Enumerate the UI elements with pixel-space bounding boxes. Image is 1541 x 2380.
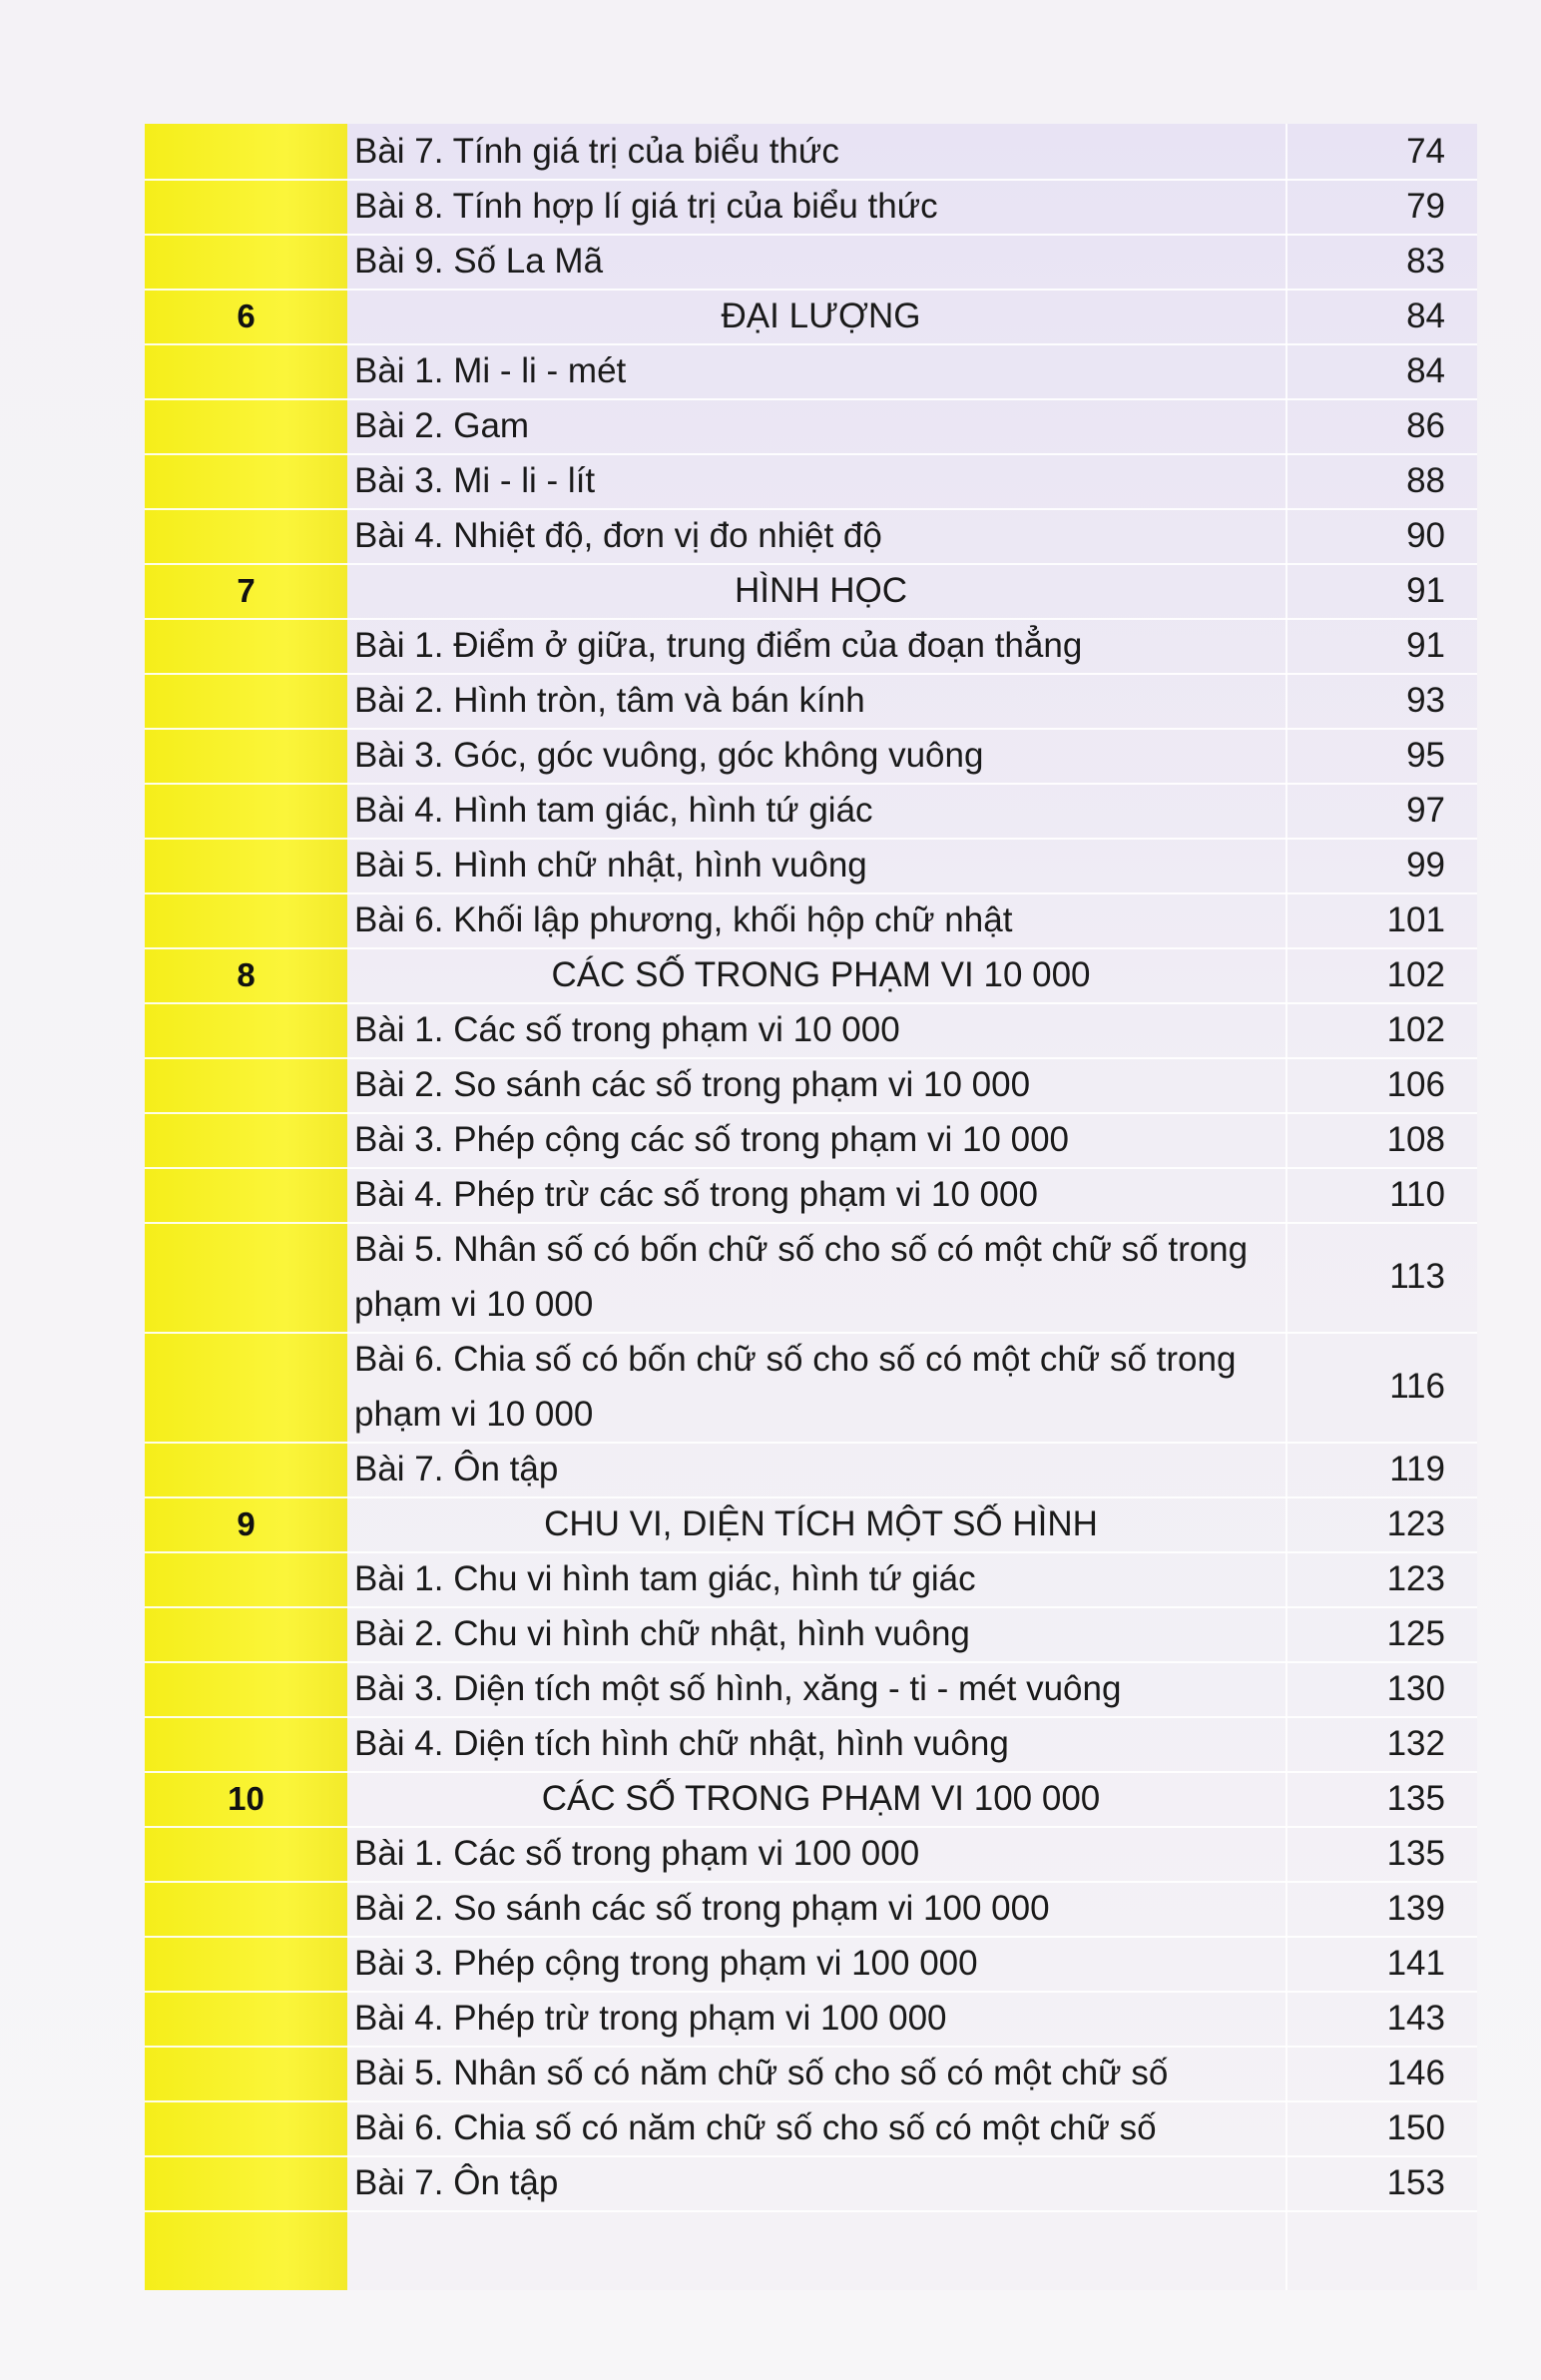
page-number: 135 bbox=[1386, 1778, 1445, 1818]
lesson-title: Bài 3. Phép cộng các số trong phạm vi 10 000 bbox=[354, 1120, 1070, 1159]
lesson-title: Bài 1. Mi - li - mét bbox=[354, 351, 627, 390]
page-number: 123 bbox=[1386, 1558, 1445, 1598]
page-number: 110 bbox=[1389, 1174, 1445, 1214]
toc-lesson-row bbox=[145, 2100, 1477, 2157]
toc-lesson-row bbox=[145, 1991, 1477, 2048]
toc-lesson-row bbox=[145, 1551, 1477, 1608]
chapter-number bbox=[145, 1716, 347, 1771]
page-number: 141 bbox=[1386, 1943, 1445, 1983]
toc-lesson-row bbox=[145, 179, 1477, 236]
chapter-number bbox=[145, 179, 347, 234]
chapter-number bbox=[145, 2046, 347, 2100]
lesson-title: Bài 1. Các số trong phạm vi 10 000 bbox=[354, 1010, 900, 1049]
lesson-title: Bài 2. So sánh các số trong phạm vi 100 000 bbox=[354, 1889, 1050, 1928]
chapter-number bbox=[145, 1826, 347, 1881]
lesson-title: Bài 7. Tính giá trị của biểu thức bbox=[354, 132, 839, 171]
lesson-title: Bài 5. Nhân số có bốn chữ số cho số có một chữ số trong phạm vi 10 000 bbox=[354, 1230, 1249, 1324]
page-number: 97 bbox=[1406, 790, 1445, 830]
toc-lesson-row bbox=[145, 618, 1477, 675]
page-number: 106 bbox=[1386, 1064, 1445, 1104]
page-number: 88 bbox=[1406, 460, 1445, 500]
lesson-title: Bài 4. Phép trừ trong phạm vi 100 000 bbox=[354, 1999, 947, 2038]
toc-lesson-row bbox=[145, 343, 1477, 400]
lesson-title: Bài 2. So sánh các số trong phạm vi 10 000 bbox=[354, 1065, 1031, 1104]
chapter-number bbox=[145, 1057, 347, 1112]
chapter-number bbox=[145, 453, 347, 508]
page-number: 143 bbox=[1386, 1998, 1445, 2038]
chapter-number bbox=[145, 234, 347, 289]
page-number: 102 bbox=[1386, 954, 1445, 994]
chapter-number bbox=[145, 508, 347, 563]
toc-chapter-row bbox=[145, 563, 1477, 620]
toc-lesson-row bbox=[145, 124, 1477, 181]
page-number: 150 bbox=[1386, 2107, 1445, 2147]
chapter-title: ĐẠI LƯỢNG bbox=[721, 297, 921, 335]
chapter-number bbox=[145, 1442, 347, 1496]
lesson-title: Bài 9. Số La Mã bbox=[354, 242, 604, 281]
lesson-title: Bài 4. Nhiệt độ, đơn vị đo nhiệt độ bbox=[354, 516, 882, 555]
chapter-number bbox=[145, 343, 347, 398]
page-number: 84 bbox=[1406, 296, 1445, 335]
toc-chapter-row bbox=[145, 947, 1477, 1004]
lesson-title: Bài 2. Hình tròn, tâm và bán kính bbox=[354, 681, 865, 720]
chapter-number: 6 bbox=[237, 297, 256, 334]
page-number: 125 bbox=[1386, 1613, 1445, 1653]
page-number: 146 bbox=[1386, 2053, 1445, 2092]
chapter-number bbox=[145, 838, 347, 892]
page-number: 93 bbox=[1406, 680, 1445, 720]
lesson-title: Bài 3. Diện tích một số hình, xăng - ti - mét vuông bbox=[354, 1669, 1122, 1708]
chapter-number bbox=[145, 1332, 347, 1442]
chapter-number: 8 bbox=[237, 955, 256, 993]
chapter-number bbox=[145, 1002, 347, 1057]
chapter-title: CHU VI, DIỆN TÍCH MỘT SỐ HÌNH bbox=[544, 1504, 1098, 1543]
toc-chapter-row bbox=[145, 1496, 1477, 1553]
chapter-number bbox=[145, 1222, 347, 1332]
chapter-number bbox=[145, 124, 347, 179]
lesson-title: Bài 7. Ôn tập bbox=[354, 2163, 559, 2202]
chapter-title: CÁC SỐ TRONG PHẠM VI 100 000 bbox=[541, 1779, 1101, 1818]
lesson-title: Bài 3. Phép cộng trong phạm vi 100 000 bbox=[354, 1944, 978, 1983]
lesson-title: Bài 7. Ôn tập bbox=[354, 1450, 559, 1488]
lesson-title: Bài 5. Nhân số có năm chữ số cho số có một chữ số bbox=[354, 2054, 1169, 2092]
lesson-title: Bài 1. Điểm ở giữa, trung điểm của đoạn thẳng bbox=[354, 626, 1083, 665]
toc-lesson-row bbox=[145, 728, 1477, 785]
lesson-title: Bài 6. Khối lập phương, khối hộp chữ nhật bbox=[354, 900, 1013, 939]
lesson-title: Bài 3. Góc, góc vuông, góc không vuông bbox=[354, 736, 984, 775]
lesson-title: Bài 5. Hình chữ nhật, hình vuông bbox=[354, 846, 867, 885]
page-number: 90 bbox=[1406, 515, 1445, 555]
toc-chapter-row bbox=[145, 1771, 1477, 1828]
page-number: 113 bbox=[1389, 1257, 1445, 1296]
toc-lesson-row bbox=[145, 453, 1477, 510]
toc-lesson-row bbox=[145, 892, 1477, 949]
lesson-title: Bài 2. Chu vi hình chữ nhật, hình vuông bbox=[354, 1614, 970, 1653]
page-number: 123 bbox=[1386, 1503, 1445, 1543]
chapter-number bbox=[145, 1167, 347, 1222]
chapter-number bbox=[145, 1661, 347, 1716]
toc-lesson-row bbox=[145, 1222, 1477, 1334]
page-number: 101 bbox=[1386, 899, 1445, 939]
chapter-title: CÁC SỐ TRONG PHẠM VI 10 000 bbox=[551, 955, 1091, 994]
lesson-title: Bài 6. Chia số có bốn chữ số cho số có một chữ số trong phạm vi 10 000 bbox=[354, 1340, 1237, 1434]
toc-lesson-row bbox=[145, 508, 1477, 565]
lesson-title: Bài 4. Diện tích hình chữ nhật, hình vuông bbox=[354, 1724, 1009, 1763]
toc-lesson-row bbox=[145, 2155, 1477, 2212]
page-number: 95 bbox=[1406, 735, 1445, 775]
chapter-number bbox=[145, 673, 347, 728]
toc-chapter-row bbox=[145, 289, 1477, 345]
chapter-number: 7 bbox=[237, 571, 256, 609]
page-number: 83 bbox=[1406, 241, 1445, 281]
toc-lesson-row bbox=[145, 1881, 1477, 1938]
toc-lesson-row bbox=[145, 1716, 1477, 1773]
chapter-number bbox=[145, 1606, 347, 1661]
toc-lesson-row bbox=[145, 1112, 1477, 1169]
lesson-title: Bài 3. Mi - li - lít bbox=[354, 461, 596, 500]
page-number: 119 bbox=[1389, 1449, 1445, 1488]
toc-lesson-row bbox=[145, 783, 1477, 840]
page-number: 108 bbox=[1386, 1119, 1445, 1159]
toc-lesson-row bbox=[145, 838, 1477, 894]
toc-lesson-row bbox=[145, 2046, 1477, 2102]
toc-lesson-row bbox=[145, 1332, 1477, 1444]
table-of-contents bbox=[145, 124, 1477, 2290]
page-number: 86 bbox=[1406, 405, 1445, 445]
toc-lesson-row bbox=[145, 398, 1477, 455]
toc-lesson-row bbox=[145, 234, 1477, 291]
lesson-title: Bài 6. Chia số có năm chữ số cho số có một chữ số bbox=[354, 2108, 1157, 2147]
toc-lesson-row bbox=[145, 1442, 1477, 1498]
page-number: 91 bbox=[1406, 570, 1445, 610]
chapter-number: 9 bbox=[237, 1504, 256, 1542]
page-number: 135 bbox=[1386, 1833, 1445, 1873]
toc-lesson-row bbox=[145, 673, 1477, 730]
lesson-title: Bài 1. Chu vi hình tam giác, hình tứ giác bbox=[354, 1559, 976, 1598]
page-number: 91 bbox=[1406, 625, 1445, 665]
chapter-number bbox=[145, 2155, 347, 2210]
chapter-number bbox=[145, 2100, 347, 2155]
lesson-title: Bài 4. Phép trừ các số trong phạm vi 10 000 bbox=[354, 1175, 1038, 1214]
toc-lesson-row bbox=[145, 1936, 1477, 1993]
chapter-number bbox=[145, 1112, 347, 1167]
chapter-number bbox=[145, 783, 347, 838]
chapter-number bbox=[145, 1991, 347, 2046]
toc-lesson-row bbox=[145, 1606, 1477, 1663]
chapter-number bbox=[145, 618, 347, 673]
lesson-title: Bài 1. Các số trong phạm vi 100 000 bbox=[354, 1834, 920, 1873]
page-number: 139 bbox=[1386, 1888, 1445, 1928]
page-number: 102 bbox=[1386, 1009, 1445, 1049]
lesson-title: Bài 2. Gam bbox=[354, 406, 530, 445]
page-number: 116 bbox=[1389, 1367, 1445, 1406]
toc-lesson-row bbox=[145, 1826, 1477, 1883]
page-number: 99 bbox=[1406, 845, 1445, 885]
chapter-number bbox=[145, 1936, 347, 1991]
lesson-title: Bài 8. Tính hợp lí giá trị của biểu thức bbox=[354, 187, 938, 226]
chapter-number: 10 bbox=[228, 1779, 264, 1817]
page-number: 79 bbox=[1406, 186, 1445, 226]
chapter-number bbox=[145, 728, 347, 783]
page-number: 130 bbox=[1386, 1668, 1445, 1708]
page-number: 132 bbox=[1386, 1723, 1445, 1763]
toc-lesson-row bbox=[145, 1002, 1477, 1059]
chapter-title: HÌNH HỌC bbox=[734, 571, 908, 610]
page-number: 74 bbox=[1406, 131, 1445, 171]
chapter-number bbox=[145, 1881, 347, 1936]
toc-lesson-row bbox=[145, 1661, 1477, 1718]
lesson-title: Bài 4. Hình tam giác, hình tứ giác bbox=[354, 791, 873, 830]
chapter-number bbox=[145, 892, 347, 947]
page-number: 153 bbox=[1386, 2162, 1445, 2202]
chapter-number bbox=[145, 398, 347, 453]
toc-lesson-row bbox=[145, 1057, 1477, 1114]
toc-lesson-row bbox=[145, 1167, 1477, 1224]
chapter-number bbox=[145, 1551, 347, 1606]
page-number: 84 bbox=[1406, 350, 1445, 390]
